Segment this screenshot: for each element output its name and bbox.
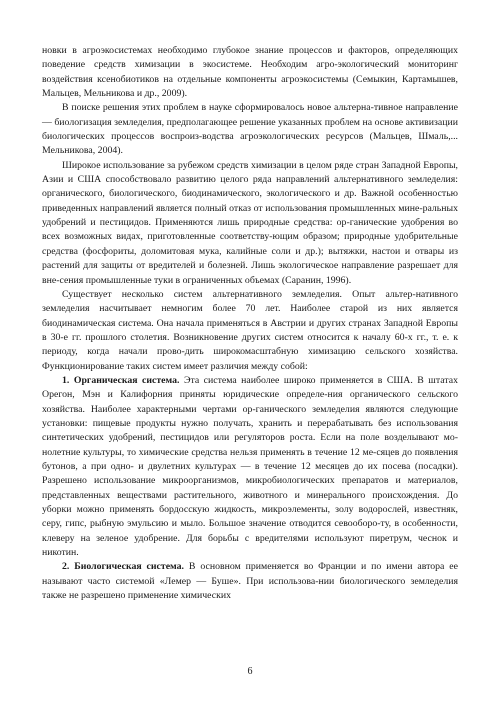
section-heading-organic: 1. Органическая система. (62, 374, 180, 386)
paragraph: В поиске решения этих проблем в науке сформировалось новое альтерна-тивное направление — биологизация земледелия, предполагающее решение указанных проблем на основе активизации биологических процессов воспроиз-водства агроэкологических ресурсов (Мальцев, Шмаль,... Мельникова, 2004). (42, 102, 458, 157)
paragraph: новки в агроэкосистемах необходимо глубокое знание процессов и факторов, определяющих поведение средств химизации в экосистеме. Необходим агро-экологический мониторинг воздействия ксенобиотиков на отдельные компоненты агроэкосистемы (Семыкин, Картамышев, Мальцев, Мельникова и др., 2009). (42, 45, 458, 100)
paragraph: Существует несколько систем альтернативного земледелия. Опыт альтер-нативного земледелия насчитывает немногим более 70 лет. Наиболее старой из них является биодинамическая система. Она начала применяться в Австрии и других странах Западной Европы в 30-е гг. прошлого столетия. Возникновение других систем относится к началу 60-х гг., т. е. к периоду, когда начали прово-дить широкомасштабную химизацию сельского хозяйства. Функционирование таких систем имеет различия между собой: (42, 288, 458, 372)
paragraph-body: Эта система наиболее широко применяется в США. В штатах Орегон, Мэн и Калифорния приняты юридические определе-ния органического сельского хозяйства. Наиболее характерными чертами ор-ганического земледелия являются следующие установки: пищевые продукты нужно получать, хранить и перерабатывать без использования синтетических удобрений, пестицидов или регуляторов роста. Если на поле возделывают мо-нолетние культуры, то химические средства нельзя применять в течение 12 ме-сяцев до появления бутонов, а при одно- и двулетних культурах — в течение 12 месяцев до их посева (посадки). Разрешено использование микроорганизмов, микробиологических препаратов и материалов, представленных веществами растительного, животного и минерального происхождения. До уборки можно применять бордосскую жидкость, микроэлементы, золу водорослей, известняк, серу, гипс, рыбную эмульсию и мыло. Большое значение отводится севооборо-ту, в особенности, клеверу на зеленое удобрение. Для борьбы с вредителями используют пиретрум, чеснок и никотин. (42, 374, 458, 559)
page-number: 6 (247, 666, 253, 677)
body-text (42, 44, 458, 603)
paragraph: Широкое использование за рубежом средств химизации в целом ряде стран Западной Европы, Азии и США способствовало развитию целого ряда направлений альтернативного земледелия: органического, биологического, биодинамического, экологического и др. Важной особенностью приведенных направлений является полный отказ от использования промышленных мине-ральных удобрений и пестицидов. Применяются лишь природные средства: ор-ганические удобрения во всех возможных видах, приготовленные соответству-ющим образом; природные удобрительные средства (фосфориты, доломитовая мука, калийные соли и др.); вытяжки, настои и отвары из растений для защиты от вредителей и болезней. Лишь экологическое направление разрешает для вне-сения промышленные туки в ограниченных объемах (Саранин, 1996). (42, 159, 458, 286)
paragraph (42, 560, 458, 603)
section-heading-biological: 2. Биологическая система. (62, 561, 185, 573)
paragraph (42, 374, 458, 560)
paragraph-body: В основном применяется во Франции и по имени автора ее называют часто системой «Лемер — Буше». При использова-нии биологического земледелия также не разрешено применение химических (42, 561, 458, 602)
